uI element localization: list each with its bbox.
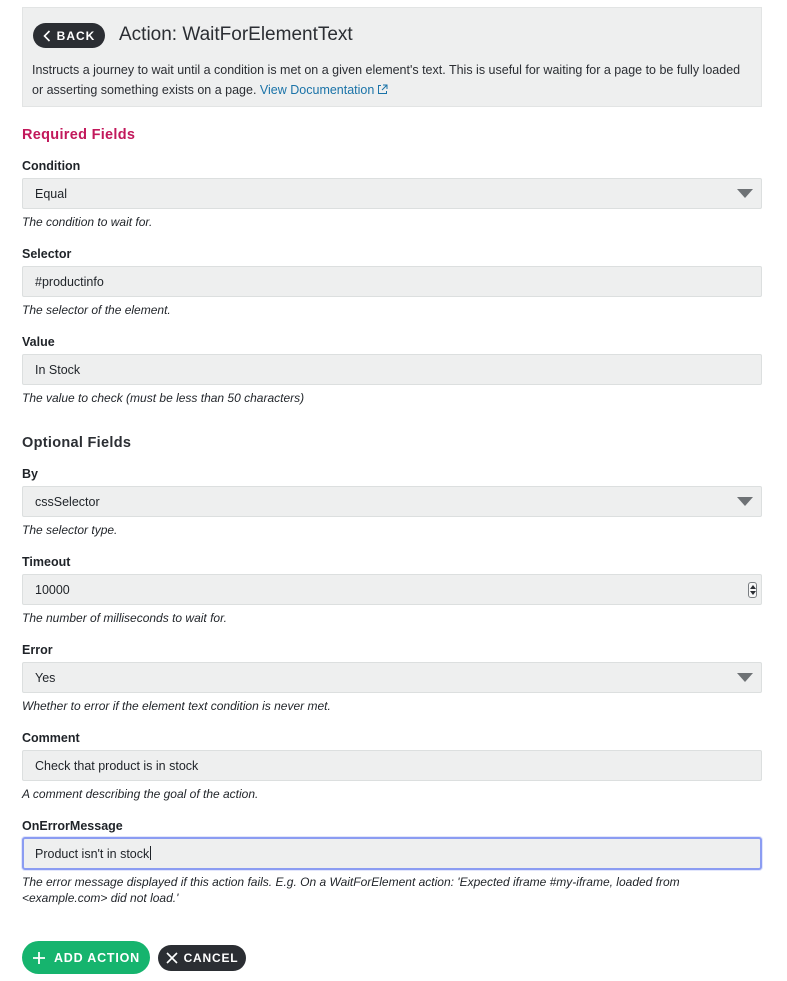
- cancel-button[interactable]: [158, 945, 246, 971]
- on-error-message-value: Product isn't in stock: [35, 847, 150, 861]
- timeout-value: 10000: [35, 582, 70, 597]
- on-error-message-input[interactable]: [22, 837, 762, 870]
- page-title: Action: WaitForElementText: [119, 24, 353, 45]
- timeout-input[interactable]: [22, 574, 762, 605]
- number-stepper-icon[interactable]: [748, 582, 757, 598]
- value-input[interactable]: [22, 354, 762, 385]
- comment-value: Check that product is in stock: [35, 758, 199, 773]
- comment-help: A comment describing the goal of the action.: [22, 787, 259, 801]
- view-documentation-link[interactable]: [260, 83, 388, 97]
- selector-help: The selector of the element.: [22, 303, 171, 317]
- by-help: The selector type.: [22, 523, 118, 537]
- error-label: Error: [22, 643, 53, 657]
- condition-help: The condition to wait for.: [22, 215, 153, 229]
- doc-link-label: View Documentation: [259, 83, 375, 97]
- description-text: Instructs a journey to wait until a condition is met on a given element's text. This is useful for waiting for a page to be fully loaded or asserting something exists on a page.: [32, 63, 741, 97]
- dropdown-arrow-icon: [737, 497, 753, 506]
- dropdown-arrow-icon: [737, 189, 753, 198]
- on-error-message-label: OnErrorMessage: [22, 819, 123, 833]
- timeout-label: Timeout: [22, 555, 71, 569]
- back-button-label: BACK: [56, 28, 96, 43]
- by-select[interactable]: [22, 486, 762, 517]
- action-description: [32, 60, 752, 100]
- by-label: By: [22, 467, 38, 481]
- on-error-message-help: The error message displayed if this action fails. E.g. On a WaitForElement action: 'Expected iframe #my-iframe, loaded from <example.com> did not load.': [22, 875, 680, 905]
- back-button[interactable]: [33, 23, 105, 48]
- error-help: Whether to error if the element text condition is never met.: [22, 699, 331, 713]
- add-action-label: ADD ACTION: [53, 950, 140, 965]
- action-header-panel: [22, 7, 762, 107]
- condition-label: Condition: [22, 159, 81, 173]
- optional-fields-heading: Optional Fields: [22, 435, 132, 451]
- comment-input[interactable]: [22, 750, 762, 781]
- error-value: Yes: [35, 670, 56, 685]
- condition-select[interactable]: [22, 178, 762, 209]
- selector-label: Selector: [22, 247, 72, 261]
- cancel-label: CANCEL: [183, 951, 239, 965]
- required-fields-heading: Required Fields: [22, 127, 136, 143]
- dropdown-arrow-icon: [737, 673, 753, 682]
- error-select[interactable]: [22, 662, 762, 693]
- value-label: Value: [22, 335, 55, 349]
- selector-value: #productinfo: [35, 274, 104, 289]
- value-help: The value to check (must be less than 50 characters): [22, 391, 305, 405]
- condition-value: Equal: [35, 186, 67, 201]
- by-value: cssSelector: [35, 494, 100, 509]
- external-link-icon: [377, 84, 388, 95]
- close-icon: [166, 952, 178, 964]
- comment-label: Comment: [22, 731, 80, 745]
- plus-icon: [32, 951, 46, 965]
- chevron-left-icon: [43, 30, 51, 42]
- selector-input[interactable]: [22, 266, 762, 297]
- add-action-button[interactable]: [22, 941, 150, 974]
- value-value: In Stock: [35, 362, 81, 377]
- timeout-help: The number of milliseconds to wait for.: [22, 611, 227, 625]
